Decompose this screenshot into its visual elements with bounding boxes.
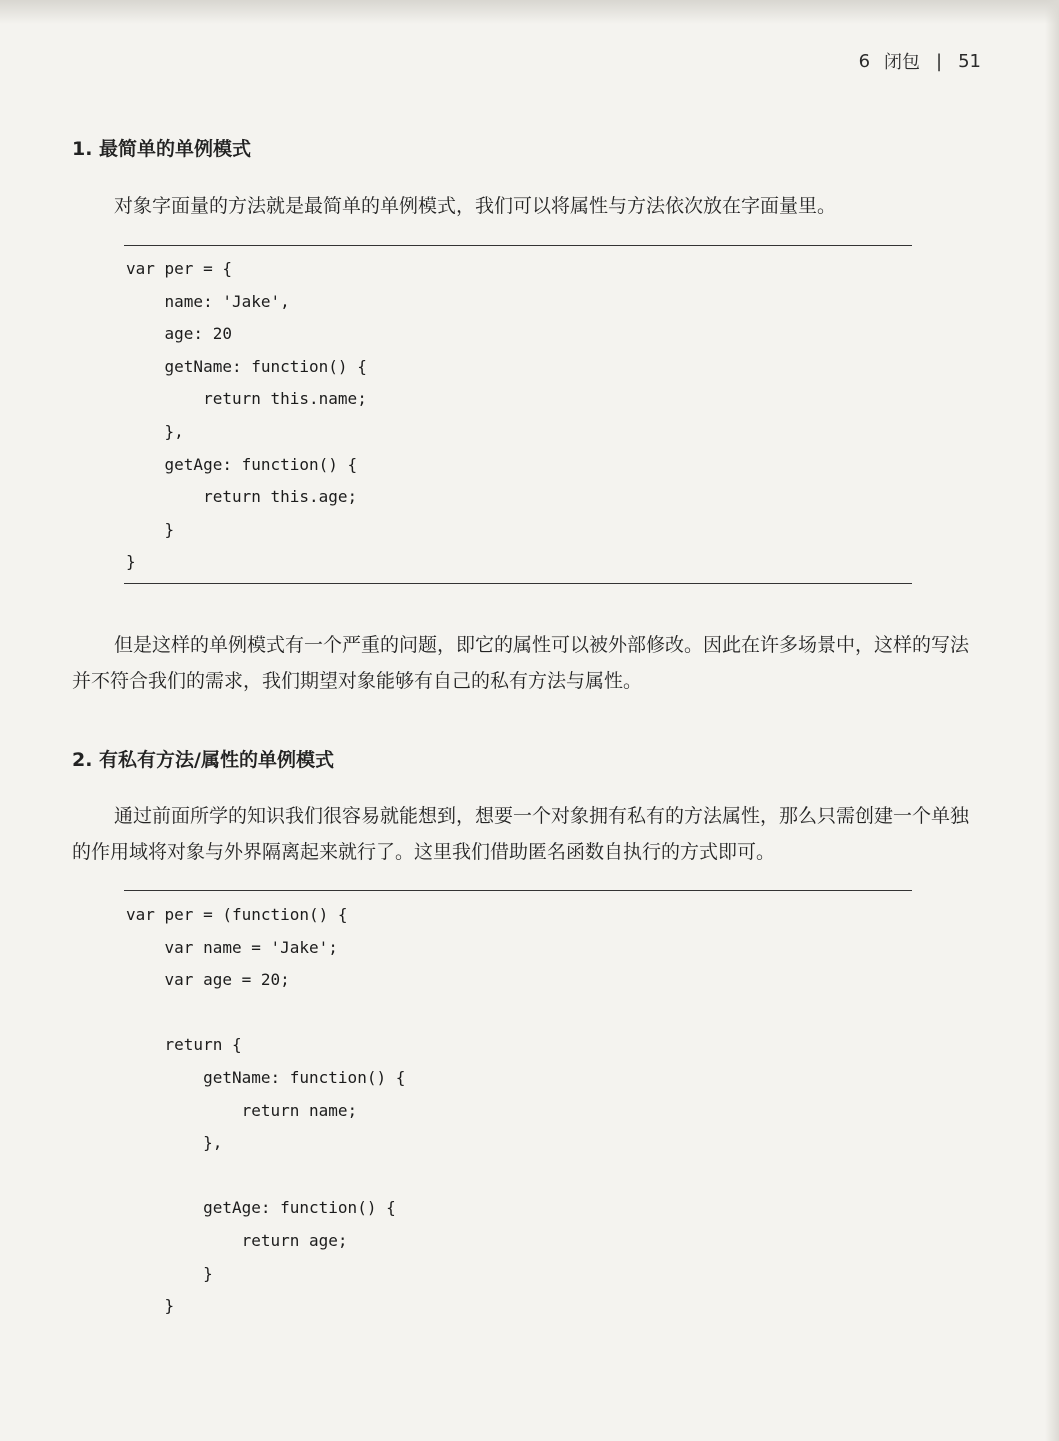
page-number: 51 xyxy=(958,50,981,72)
section-heading: 2. 有私有方法/属性的单例模式 xyxy=(72,749,334,771)
code-bottom-rule xyxy=(124,583,912,584)
code-top-rule xyxy=(124,890,912,891)
chapter-title: 闭包 xyxy=(884,52,921,73)
header-separator: | xyxy=(936,50,943,72)
page-top-shadow xyxy=(0,0,1059,24)
code-top-rule xyxy=(124,245,912,246)
paragraph: 但是这样的单例模式有一个严重的问题，即它的属性可以被外部修改。因此在许多场景中，这样的写法并不符合我们的需求，我们期望对象能够有自己的私有方法与属性。 xyxy=(72,634,970,692)
section-heading: 1. 最简单的单例模式 xyxy=(72,138,252,160)
code-block: var per = (function() { var name = 'Jake'; var age = 20; return { getName: function() { return name; }, getAge: function() { return age; } } xyxy=(126,905,406,1316)
paragraph: 通过前面所学的知识我们很容易就能想到，想要一个对象拥有私有的方法属性，那么只需创建一个单独的作用域将对象与外界隔离起来就行了。这里我们借助匿名函数自执行的方式即可。 xyxy=(72,805,970,863)
code-block: var per = { name: 'Jake', age: 20 getName: function() { return this.name; }, getAge: function() { return this.age; } } xyxy=(126,259,367,572)
running-header xyxy=(859,48,981,74)
page-right-edge xyxy=(1045,0,1059,1441)
chapter-number: 6 xyxy=(858,50,871,72)
paragraph: 对象字面量的方法就是最简单的单例模式，我们可以将属性与方法依次放在字面量里。 xyxy=(114,195,837,217)
